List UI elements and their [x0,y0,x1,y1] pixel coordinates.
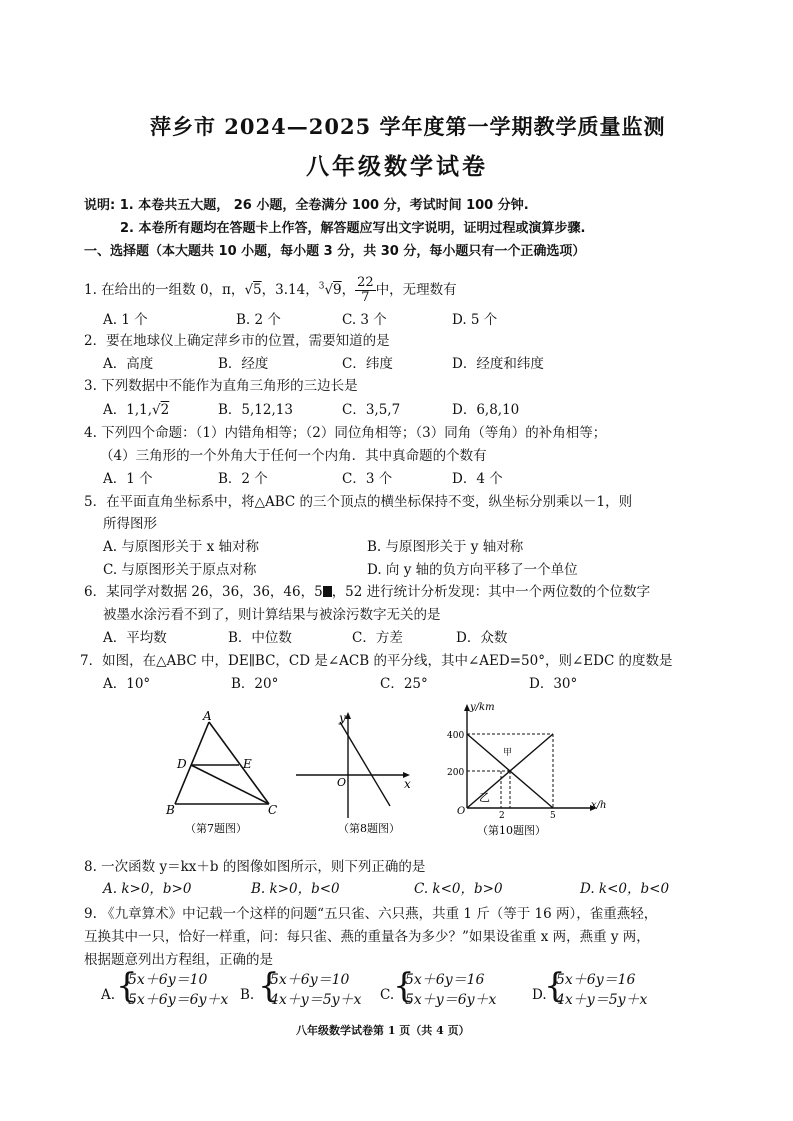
label-e: E [243,757,252,771]
ink-blot [323,586,332,597]
q4-option-c[interactable]: C．3 个 [342,471,393,487]
label-jia: 甲 [503,748,513,758]
q5-option-b[interactable]: B. 与原图形关于 y 轴对称 [367,539,524,555]
y-axis-label: y/km [470,702,495,713]
x-axis-label: x/h [591,800,607,811]
side-ac [209,722,269,804]
tick-5: 5 [550,811,556,821]
q1-option-c[interactable]: C. 3 个 [342,312,387,328]
exam-title: 萍乡市 2024—2025 学年度第一学期教学质量监测 [150,114,666,139]
q8-option-b[interactable]: B. k>0，b<0 [251,881,340,897]
q5-option-a[interactable]: A. 与原图形关于 x 轴对称 [103,539,260,555]
q4-option-b[interactable]: B．2 个 [218,471,268,487]
q9-option-d-brace: { [544,966,566,1006]
q2-option-b[interactable]: B．经度 [218,356,269,372]
q3-option-d[interactable]: D．6,8,10 [452,402,520,418]
q3-option-b[interactable]: B．5,12,13 [218,402,293,418]
q9-option-c-label[interactable]: C. [380,987,395,1003]
question-2-stem: 2．要在地球仪上确定萍乡市的位置，需要知道的是 [84,333,390,349]
tick-400: 400 [447,731,465,741]
q7-option-d[interactable]: D．30° [529,676,578,692]
question-5-stem-1: 5．在平面直角坐标系中，将△ABC 的三个顶点的横坐标保持不变，纵坐标分别乘以－1，则 [84,494,633,510]
q6-option-d[interactable]: D．众数 [456,630,508,646]
note-2: 2. 本卷所有题均在答题卡上作答，解答题应写出文字说明，证明过程或演算步骤. [120,221,586,236]
figure-8-linear-graph [290,708,420,838]
label-a: A [203,709,212,723]
q8-option-d[interactable]: D. k<0，b<0 [580,881,670,897]
tick-200: 200 [447,768,465,778]
label-c: C [268,803,278,817]
question-5-stem-2: 所得图形 [103,516,157,532]
question-7-stem: 7．如图，在△ABC 中，DE∥BC，CD 是∠ACB 的平分线，其中∠AED=50°，则∠EDC 的度数是 [80,653,673,669]
question-6-stem-2: 被墨水涂污看不到了，则计算结果与被涂污数字无关的是 [103,607,441,623]
question-6-stem-1: 6．某同学对数据 26，36，36，46，5 ，52 进行统计分析发现：其中一个两位数的个位数字 [84,584,651,600]
q4-option-a[interactable]: A．1 个 [103,471,153,487]
figure-10-caption: （第10题图） [477,824,546,837]
q9-option-a-brace: { [116,966,138,1006]
q3-option-c[interactable]: C．3,5,7 [342,402,401,418]
q7-option-b[interactable]: B．20° [231,676,279,692]
question-4-stem-2: （4）三角形的一个外角大于任何一个内角．其中真命题的个数有 [100,448,487,464]
label-b: B [166,803,175,817]
q3-option-a[interactable]: A．1,1,√2 [103,402,170,418]
q1-option-d[interactable]: D. 5 个 [452,312,498,328]
q9-option-b-brace: { [258,966,280,1006]
q9-option-c-brace: { [393,966,415,1006]
label-yi: 乙 [479,791,490,804]
q9-option-d-label[interactable]: D. [532,987,547,1003]
tick-2: 2 [499,811,505,821]
q1-option-b[interactable]: B. 2 个 [236,312,281,328]
q5-option-d[interactable]: D. 向 y 轴的负方向平移了一个单位 [367,562,578,578]
q9-option-d-system[interactable]: 5x＋6y＝16 4x＋y＝5y＋x [556,972,648,1008]
q9-option-a-system[interactable]: 5x＋6y＝10 5x＋6y＝6y＋x [128,972,229,1008]
label-d: D [177,757,187,771]
question-3-stem: 3. 下列数据中不能作为直角三角形的三边长是 [84,378,358,394]
sqrt-symbol: √ [244,282,254,298]
fraction-22-7: $\frac{22}{7}$ [357,275,374,305]
q2-option-d[interactable]: D．经度和纬度 [452,356,544,372]
label-origin: O [337,776,347,789]
q9-option-b-system[interactable]: 5x＋6y＝10 4x＋y＝5y＋x [270,972,362,1008]
q6-option-b[interactable]: B．中位数 [228,630,292,646]
q8-option-a[interactable]: A. k>0，b>0 [103,881,192,897]
label-x: x [404,777,411,791]
page-footer: 八年级数学试卷第 1 页（共 4 页） [296,1024,470,1037]
figure-7-triangle [160,708,290,838]
origin-label: O [457,806,466,817]
segment-dc [191,765,269,804]
question-9-stem-2: 互换其中一只，恰好一样重，问：每只雀、燕的重量各为多少？”如果设雀重 x 两，燕重 y 两， [84,929,650,945]
figure-8-caption: （第8题图） [338,822,400,835]
y-axis-arrow [345,712,351,719]
q9-option-a-label[interactable]: A. [101,987,116,1003]
figure-7-caption: （第7题图） [185,822,247,835]
question-9-stem-1: 9. 《九章算术》中记载一个这样的问题“五只雀、六只燕，共重 1 斤（等于 16 两），雀重燕轻， [84,906,658,922]
q5-option-c[interactable]: C. 与原图形关于原点对称 [103,562,257,578]
q9-option-c-system[interactable]: 5x＋6y＝16 5x＋y＝6y＋x [405,972,497,1008]
q2-option-c[interactable]: C．纬度 [342,356,393,372]
label-y: y [339,711,346,725]
question-8-stem: 8. 一次函数 y＝kx＋b 的图像如图所示，则下列正确的是 [84,859,426,875]
question-1-stem: 1. 在给出的一组数 0，π，√5，3.14，$^3$√9， $\frac{22}{7}$ 中，无理数有 [84,275,457,305]
q7-option-c[interactable]: C．25° [380,676,428,692]
q1-option-a[interactable]: A. 1 个 [103,312,148,328]
question-9-stem-3: 根据题意列出方程组，正确的是 [84,952,273,968]
q8-option-c[interactable]: C. k<0，b>0 [414,881,503,897]
q6-option-a[interactable]: A．平均数 [103,630,167,646]
q6-option-c[interactable]: C．方差 [352,630,403,646]
q9-option-b-label[interactable]: B. [240,987,255,1003]
q4-option-d[interactable]: D．4 个 [452,471,503,487]
section-1-heading: 一、选择题（本大题共 10 小题，每小题 3 分，共 30 分，每小题只有一个正确选项） [84,244,586,259]
q2-option-a[interactable]: A．高度 [103,356,154,372]
q7-option-a[interactable]: A．10° [103,676,151,692]
note-1: 说明: 1. 本卷共五大题， 26 小题，全卷满分 100 分，考试时间 100 分钟. [84,198,529,213]
figure-10-distance-graph [445,698,615,840]
exam-subtitle: 八年级数学试卷 [306,153,488,180]
question-4-stem-1: 4. 下列四个命题：（1）内错角相等；（2）同位角相等；（3）同角（等角）的补角相等； [84,425,607,441]
